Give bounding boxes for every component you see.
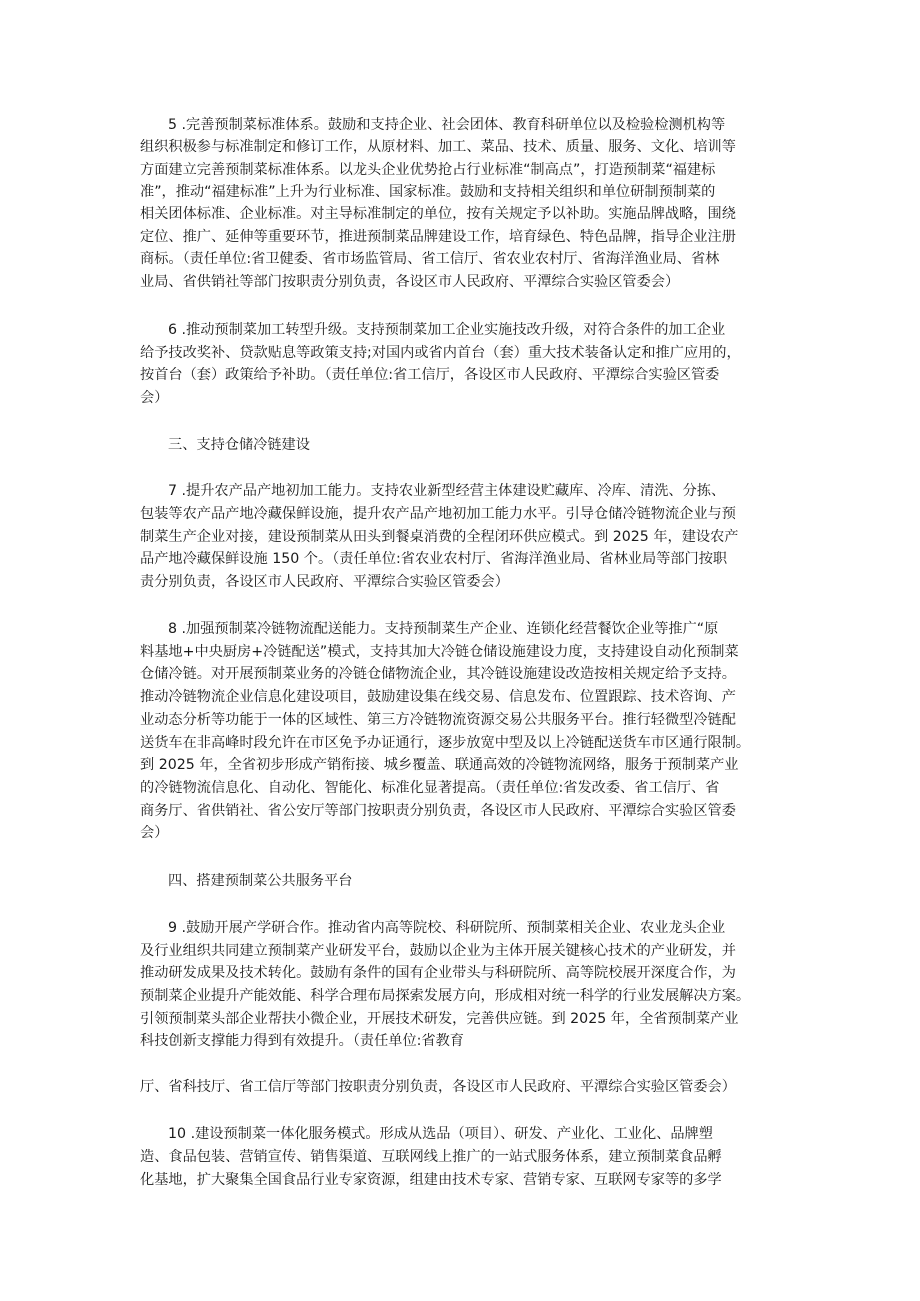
text-line: 业动态分析等功能于一体的区域性、第三方冷链物流资源交易公共服务平台。推行轻微型冷链配: [140, 712, 736, 728]
text-line: 8 .加强预制菜冷链物流配送能力。支持预制菜生产企业、连锁化经营餐饮企业等推广“原: [168, 621, 719, 637]
text-line: 制菜生产企业对接，建设预制菜从田头到餐桌消费的全程闭环供应模式。到 2025 年，建设农产: [140, 529, 739, 545]
text-line: 商务厅、省供销社、省公安厅等部门按职责分别负责，各设区市人民政府、平潭综合实验区管委: [140, 803, 736, 819]
text-line: 科技创新支撑能力得到有效提升。（责任单位:省教育: [140, 1033, 464, 1049]
text-line: 及行业组织共同建立预制菜产业研发平台，鼓励以企业为主体开展关键核心技术的产业研发，并: [140, 943, 736, 959]
text-line: 厅、省科技厅、省工信厅等部门按职责分别负责，各设区市人民政府、平潭综合实验区管委会）: [140, 1079, 736, 1095]
text-line: 给予技改奖补、贷款贴息等政策支持;对国内或省内首台（套）重大技术装备认定和推广应用的，: [140, 345, 741, 361]
text-line: 相关团体标准、企业标准。对主导标准制定的单位，按有关规定予以补助。实施品牌战略，围绕: [140, 206, 736, 222]
text-line: 推动冷链物流企业信息化建设项目，鼓励建设集在线交易、信息发布、位置跟踪、技术咨询、产: [140, 689, 736, 705]
text-line: 定位、推广、延伸等重要环节，推进预制菜品牌建设工作，培育绿色、特色品牌，指导企业注册: [140, 229, 736, 245]
text-line: 的冷链物流信息化、自动化、智能化、标准化显著提高。（责任单位:省发改委、省工信厅、省: [140, 780, 720, 796]
text-line: 到 2025 年，全省初步形成产销衔接、城乡覆盖、联通高效的冷链物流网络，服务于预制菜产业: [140, 757, 739, 773]
text-line: 料基地+中央厨房+冷链配送”模式，支持其加大冷链仓储设施建设力度，支持建设自动化预制菜: [140, 644, 739, 660]
text-line: 推动研发成果及技术转化。鼓励有条件的国有企业带头与科研院所、高等院校展开深度合作，为: [140, 965, 736, 981]
text-line: 7 .提升农产品产地初加工能力。支持农业新型经营主体建设贮藏库、冷库、清洗、分拣、: [168, 483, 726, 499]
text-line: 业局、省供销社等部门按职责分别负责，各设区市人民政府、平潭综合实验区管委会）: [140, 274, 680, 290]
text-line: 仓储冷链。对开展预制菜业务的冷链仓储物流企业，其冷链设施建设改造按相关规定给予支持。: [140, 666, 736, 682]
text-line: 组织积极参与标准制定和修订工作，从原材料、加工、菜品、技术、质量、服务、文化、培训等: [140, 139, 736, 155]
text-line: 责分别负责，各设区市人民政府、平潭综合实验区管委会）: [140, 574, 509, 590]
text-line: 准”，推动“福建标准”上升为行业标准、国家标准。鼓励和支持相关组织和单位研制预制菜的: [140, 184, 716, 200]
text-line: 6 .推动预制菜加工转型升级。支持预制菜加工企业实施技改升级，对符合条件的加工企业: [168, 322, 726, 338]
text-line: 引领预制菜头部企业帮扶小微企业，开展技术研发，完善供应链。到 2025 年，全省预制菜产业: [140, 1011, 739, 1027]
text-line: 5 .完善预制菜标准体系。鼓励和支持企业、社会团体、教育科研单位以及检验检测机构等: [168, 117, 726, 133]
text-line: 预制菜企业提升产能效能、科学合理布局探索发展方向，形成相对统一科学的行业发展解决方案。: [140, 988, 751, 1004]
text-line: 品产地冷藏保鲜设施 150 个。（责任单位:省农业农村厅、省海洋渔业局、省林业局等部门按职: [140, 551, 728, 567]
text-line: 化基地，扩大聚集全国食品行业专家资源，组建由技术专家、营销专家、互联网专家等的多学: [140, 1172, 722, 1188]
text-line: 包装等农产品产地冷藏保鲜设施，提升农产品产地初加工能力水平。引导仓储冷链物流企业与预: [140, 506, 736, 522]
heading-text: 三、支持仓储冷链建设: [168, 437, 310, 453]
text-line: 9 .鼓励开展产学研合作。推动省内高等院校、科研院所、预制菜相关企业、农业龙头企业: [168, 920, 726, 936]
text-line: 方面建立完善预制菜标准体系。以龙头企业优势抢占行业标准“制高点”，打造预制菜“福建标: [140, 162, 716, 178]
heading-text: 四、搭建预制菜公共服务平台: [168, 873, 353, 889]
text-line: 按首台（套）政策给予补助。（责任单位:省工信厅，各设区市人民政府、平潭综合实验区管委: [140, 367, 720, 383]
text-line: 10 .建设预制菜一体化服务模式。形成从选品（项目）、研发、产业化、工业化、品牌塑: [168, 1126, 713, 1142]
text-line: 造、食品包装、营销宣传、销售渠道、互联网线上推广的一站式服务体系，建立预制菜食品孵: [140, 1149, 722, 1165]
text-line: 送货车在非高峰时段允许在市区免予办证通行，逐步放宽中型及以上冷链配送货车市区通行限制。: [140, 735, 751, 751]
text-line: 商标。（责任单位:省卫健委、省市场监管局、省工信厅、省农业农村厅、省海洋渔业局、省林: [140, 251, 720, 267]
text-line: 会）: [140, 390, 169, 406]
text-line: 会）: [140, 825, 169, 841]
